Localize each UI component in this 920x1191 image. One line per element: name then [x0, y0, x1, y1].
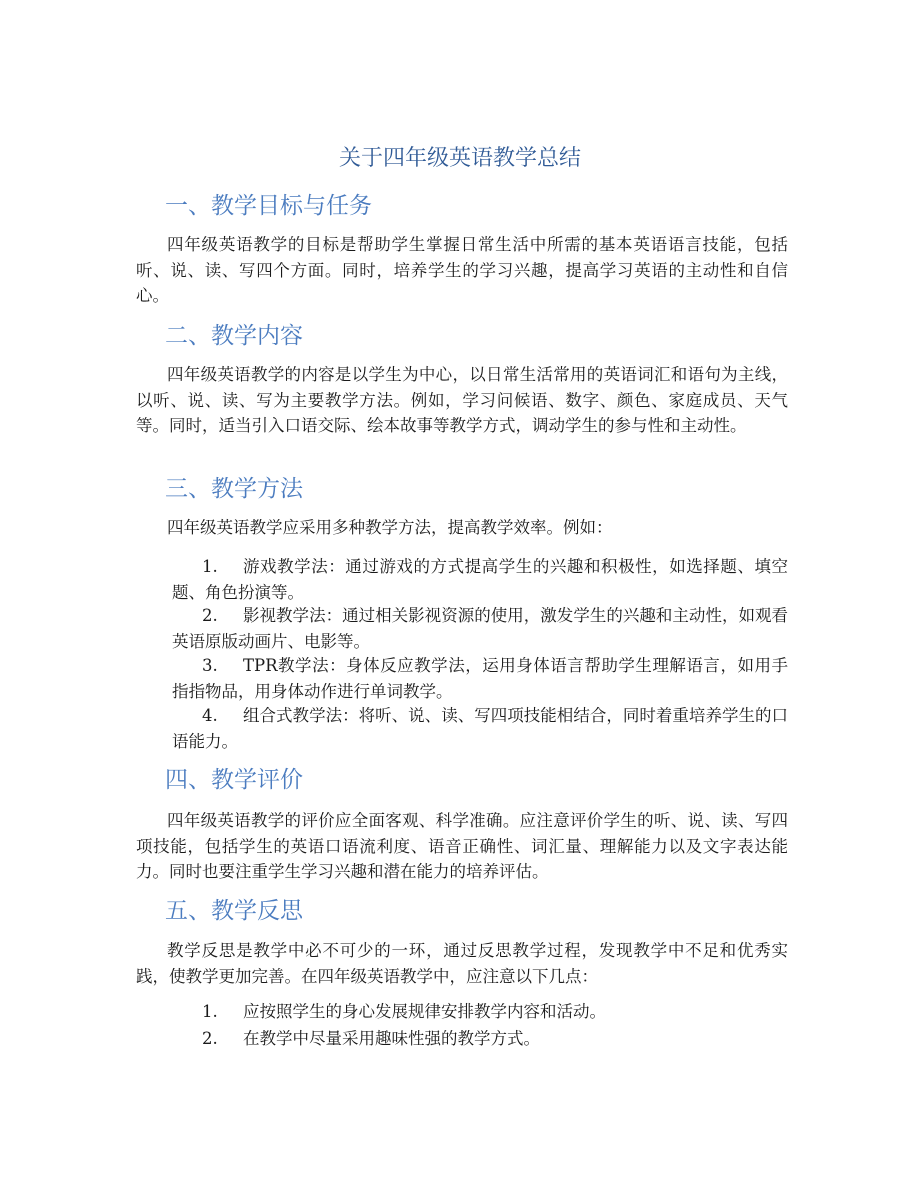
list-item-text: 应按照学生的身心发展规律安排教学内容和活动。	[243, 1002, 606, 1021]
list-item-number: 1.	[202, 1002, 218, 1021]
list-item	[172, 703, 788, 754]
section-heading-evaluation: 四、教学评价	[165, 767, 303, 793]
section-paragraph: 四年级英语教学的内容是以学生为中心，以日常生活常用的英语词汇和语句为主线，以听、说、读、写为主要教学方法。例如，学习问候语、数字、颜色、家庭成员、天气等。同时，适当引入口语交际、绘本故事等教学方式，调动学生的参与性和主动性。	[136, 365, 788, 435]
list-item	[172, 554, 788, 605]
section-paragraph: 教学反思是教学中必不可少的一环，通过反思教学过程，发现教学中不足和优秀实践，使教学更加完善。在四年级英语教学中，应注意以下几点：	[136, 941, 788, 986]
section-heading-content: 二、教学内容	[165, 323, 303, 349]
list-item-text: TPR教学法：身体反应教学法，运用身体语言帮助学生理解语言，如用手指指物品，用身体动作进行单词教学。	[172, 656, 788, 701]
list-item-text: 游戏教学法：通过游戏的方式提高学生的兴趣和积极性，如选择题、填空题、角色扮演等。	[172, 557, 788, 602]
list-item-number: 2.	[202, 606, 218, 625]
section-heading-methods: 三、教学方法	[165, 476, 303, 502]
list-item-text: 在教学中尽量采用趣味性强的教学方式。	[243, 1029, 540, 1048]
list-item-text: 组合式教学法：将听、说、读、写四项技能相结合，同时着重培养学生的口语能力。	[172, 706, 788, 751]
list-item-text: 影视教学法：通过相关影视资源的使用，激发学生的兴趣和主动性，如观看英语原版动画片、电影等。	[172, 606, 788, 651]
list-item-number: 2.	[202, 1029, 218, 1048]
list-item-number: 3.	[202, 656, 218, 675]
list-item	[172, 999, 788, 1025]
section-paragraph: 四年级英语教学的目标是帮助学生掌握日常生活中所需的基本英语语言技能，包括听、说、读、写四个方面。同时，培养学生的学习兴趣，提高学习英语的主动性和自信心。	[136, 235, 788, 305]
section-paragraph: 四年级英语教学的评价应全面客观、科学准确。应注意评价学生的听、说、读、写四项技能，包括学生的英语口语流利度、语音正确性、词汇量、理解能力以及文字表达能力。同时也要注重学生学习兴趣和潜在能力的培养评估。	[136, 811, 788, 881]
section-heading-reflection: 五、教学反思	[165, 898, 303, 924]
list-item	[172, 1026, 788, 1052]
list-item	[172, 653, 788, 704]
list-item-number: 4.	[202, 706, 218, 725]
section-paragraph: 四年级英语教学应采用多种教学方法，提高教学效率。例如：	[167, 518, 613, 537]
section-heading-goals: 一、教学目标与任务	[165, 193, 372, 219]
list-item	[172, 603, 788, 654]
list-item-number: 1.	[202, 557, 218, 576]
document-title: 关于四年级英语教学总结	[338, 146, 581, 171]
